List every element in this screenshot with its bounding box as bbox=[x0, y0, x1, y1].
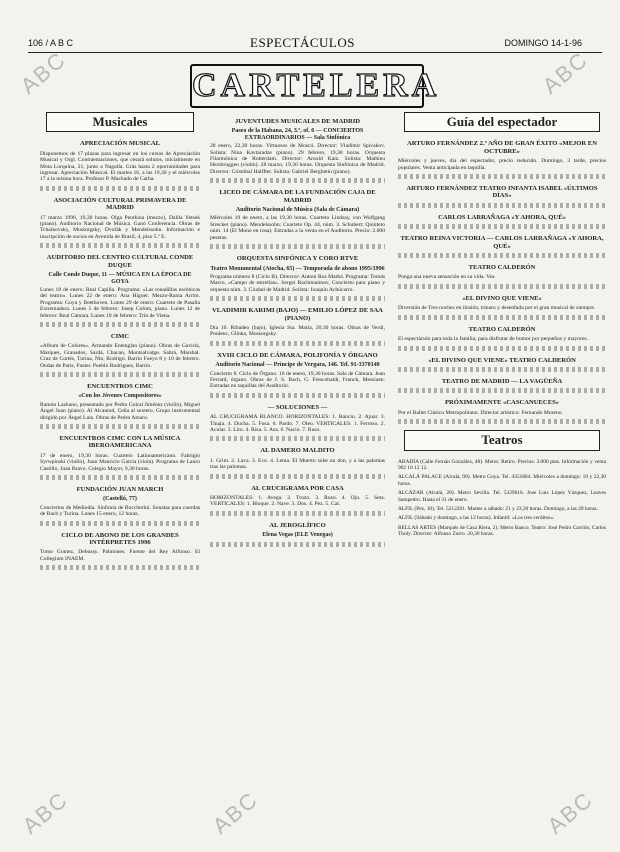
musicales-entry-title: FUNDACIÓN JUAN MARCH bbox=[76, 486, 164, 494]
musicales-entry-title: CICLO DE ABONO DE LOS GRANDES INTÉRPRETES 1996 bbox=[61, 531, 179, 547]
watermark-bottom-left: ABC bbox=[17, 786, 73, 839]
teatros-box-title: Teatros bbox=[404, 430, 600, 450]
musicales-entry-text: 17 marzo 1996, 19,30 horas. Olga Pentkina (mezzo), Dalila Yetsek (piano). Auditorio Nacional de Música. Ganó Conferencia. Obras de Tchaikovsky, Mussorgsky, Dvořák y Mendelssohn. Información e inscripción de socios en Avenida de Brasil, 4, piso 5.º E. bbox=[40, 214, 200, 240]
conciertos-separator bbox=[210, 436, 385, 441]
conciertos-entry bbox=[210, 352, 385, 398]
guia-entry bbox=[398, 357, 606, 372]
guia-separator bbox=[398, 419, 606, 424]
conciertos-entry-subtitle: Auditorio Nacional — Príncipe de Vergara, 146. Tel. 91-3370140 bbox=[215, 362, 380, 369]
guia-entry-title: ARTURO FERNÁNDEZ TEATRO INFANTA ISABEL «ÚLTIMOS DÍAS» bbox=[406, 185, 598, 200]
musicales-separator bbox=[40, 565, 200, 570]
musicales-entry-subtitle: (Castelló, 77) bbox=[103, 496, 137, 503]
guia-separator bbox=[398, 367, 606, 372]
guia-entry bbox=[398, 214, 606, 229]
conciertos-entry bbox=[210, 404, 385, 442]
musicales-entry bbox=[40, 197, 200, 248]
guia-entry-title: ARTURO FERNÁNDEZ 2.º AÑO DE GRAN ÉXITO «MEJOR EN OCTUBRE» bbox=[407, 140, 597, 155]
conciertos-entry-subtitle: Teatro Monumental (Atocha, 65) — Temporada de abono 1995/1996 bbox=[210, 265, 385, 272]
conciertos-separator bbox=[210, 393, 385, 398]
conciertos-entry-text: 1. Grim. 2. Lava. 3. Eco. 4. Lema. El Muerto sube un don, y a las palomas tras las palomas. bbox=[210, 457, 385, 471]
musicales-entry-text: Tomo Gomez, Debussy. Palmones: Fuente del Rey Alfonso. El Collegium INAEM. bbox=[40, 549, 200, 562]
conciertos-entry-title: ORQUESTA SINFÓNICA Y CORO RTVE bbox=[236, 255, 359, 263]
conciertos-entry bbox=[210, 307, 385, 346]
conciertos-separator bbox=[210, 178, 385, 183]
page-number: 106 / A B C bbox=[28, 38, 74, 48]
musicales-entry-text: Ramón Lazkano, presentado por Pedro Guiral Jiménez (violín), Miguel Ángel Juan (piano). Al Alcantud, Ceña al sexteto. Grupo instrumental dirigido por Ángel Luis. Obras de Pedro Amaro. bbox=[40, 401, 200, 421]
guia-separator bbox=[398, 346, 606, 351]
page-header bbox=[28, 36, 602, 53]
musicales-entry-text: Lunes 18 de enero: Real Capilla. Programa: «Las tonadillas escénicas del teatro». Lunes 22 de enero: Ana Higuer. Mezzo-Rama Arrim. Programa: Goya y Beethoven. Lunes 29 de enero: Cuarteto de Pasalla Extremadura. Lunes 5 de febrero: Josep Colom, piano. Lunes 12 de febrero: Real Cámara. Lunes 19 de febrero: Trío de Viena. bbox=[40, 286, 200, 319]
guia-entry bbox=[398, 378, 606, 393]
musicales-separator bbox=[40, 243, 200, 248]
column-conciertos bbox=[210, 112, 385, 550]
teatro-listing: ABADÍA (Calle Fernán González, 48). Metro: Retiro. Precios: 3.000 ptas. Información y venta 902 10 12 12. bbox=[398, 458, 606, 471]
conciertos-entry-subtitle: Paseo de la Habana, 24, 3.º, of. 6 — CONCIERTOS EXTRAORDINARIOS — Sala Sinfónica bbox=[231, 128, 364, 141]
guia-entry-title: «EL DIVINO QUE VIENE» bbox=[462, 294, 542, 302]
guia-entry bbox=[398, 264, 606, 289]
guia-entry-text: Diversión de Tres noches en ilusión, trinaru y desenfada por el gran musical de siempre. bbox=[398, 305, 596, 312]
guia-separator bbox=[398, 174, 606, 179]
musicales-entry-subtitle: «Con los Jóvenes Compositores» bbox=[78, 393, 162, 400]
guia-entry bbox=[398, 399, 606, 424]
guia-entry-title: TEATRO DE MADRID — LA VAGÜEÑA bbox=[441, 377, 563, 385]
conciertos-entry-subtitle: Elena Vegas (ELE Venegas) bbox=[262, 532, 333, 539]
conciertos-entry-text: Programa número 8 (Ciclo B). Director: Antoni Ros Marbà. Programa: Tomás Marco, «Campo de estrellas». Sergei Rachmaninov, Concierto para piano y orquesta núm. 3. Ciudad de Madrid. Solista: Joaquín Achúcarro. bbox=[210, 273, 385, 293]
guia-entry-title: TEATRO CALDERÓN bbox=[468, 264, 536, 272]
conciertos-entry-text: 28 enero, 22,30 horas. Virtuosos de Moscú. Director: Vladimir Spivakov. Solista: Nina Kavtaradze (piano). 29 febrero, 19,30 horas. Orquesta Filarmónica de Rotterdam. Director: Arnold Katz. Solista: Mathieu Hersbruggen (violín). 28 marzo, 19,30 horas. Orquesta Sinfónica de Madrid. Director: Cristóbal Halffter. Solista: Gabriel Berghtein (piano). bbox=[210, 143, 385, 175]
conciertos-entry-title: AL DAMERO MALDITO bbox=[260, 447, 335, 455]
guia-entry bbox=[398, 235, 606, 258]
musicales-entry bbox=[40, 254, 200, 327]
musicales-separator bbox=[40, 424, 200, 429]
guia-entry-title: TEATRO REINA VICTORIA — CARLOS LARRAÑAGA «Y AHORA, QUÉ» bbox=[400, 235, 604, 250]
conciertos-entry-text: AL CRUCIGRAMA BLANCO. HORIZONTALES: 1. Rancio. 2. Ajuar. 3. Tinaja. 4. Ducha. 5. Fosa. 6. Pardo. 7. Oleo. VERTICALES: 1. Ferroso. 2. Acuiar. 3. Lito. 4. Risa. 5. Asa. 6. Nacio. 7. Ruso. bbox=[210, 414, 385, 433]
teatro-listing: ALCÁZAR (Alcalá, 20). Metro Sevilla. Tel. 5329616. Jose Luis López Vázquez, Leaves Sampedro. Hasta el 31 de enero. bbox=[398, 490, 606, 503]
issue-date: DOMINGO 14-1-96 bbox=[504, 38, 582, 48]
guia-separator bbox=[398, 203, 606, 208]
conciertos-list bbox=[210, 118, 385, 547]
teatros-list bbox=[398, 459, 606, 538]
musicales-list bbox=[40, 140, 200, 570]
conciertos-entry-title: JUVENTUDES MUSICALES DE MADRID bbox=[234, 118, 361, 125]
guia-separator bbox=[398, 388, 606, 393]
conciertos-entry bbox=[210, 118, 385, 183]
guia-entry-title: PRÓXIMAMENTE «CASCANUECES» bbox=[444, 399, 560, 407]
musicales-entry-text: 17 de enero, 19,30 horas. Cuarteto Latinoamericano. Fabrigio Syrwpinski (violín), Juan Mauricio Garcia (viola). Programa de Lauro Castillo, Juan Bravo. Colegio Mayor, 9,30 horas. bbox=[40, 452, 200, 472]
conciertos-entry bbox=[210, 485, 385, 516]
conciertos-entry bbox=[210, 189, 385, 249]
conciertos-entry-text: HORIZONTALES: 1. Avega. 2. Trozo. 3. Ruso. 4. Ojo. 5. Seta. VERTICALES: 1. Bloque. 2. Nave. 3. Dos. 4. Pez. 5. Cal. bbox=[210, 495, 385, 508]
musicales-entry-text: «Album de Colores». Armando Entenglan (piano). Obras de Gaviria, Marques, Granados, Sardá, Chacan, Montsalvatge. Sabrá, Marshal. Cruz de Cortés, Turina, Nin, Rodrigo. Barrio Fueyo 8 y 10 de febrero. Ondas de Paris, Fuster. Pueblo Rodriguez, Barrio. bbox=[40, 343, 200, 369]
musicales-entry-title: APRECIACIÓN MUSICAL bbox=[79, 140, 161, 148]
guia-entry-text: Por el Ballet Clásico Metropolitano. Director artístico: Fernando Moreno. bbox=[398, 409, 563, 416]
musicales-entry-title: AUDITORIO DEL CENTRO CULTURAL CONDE DUQUE bbox=[46, 254, 194, 269]
column-musicales bbox=[40, 112, 200, 573]
conciertos-entry-text: Día 16. Ribadeo (bajo), Iglesia Sta. María, 20,30 horas. Obras de Verdi, Poulenc, Glinka, Mussorgsky. bbox=[210, 324, 385, 338]
musicales-separator bbox=[40, 372, 200, 377]
conciertos-separator bbox=[210, 542, 385, 547]
musicales-entry bbox=[40, 532, 200, 571]
guia-list bbox=[398, 140, 606, 424]
conciertos-entry-title: — SOLUCIONES — bbox=[267, 403, 328, 411]
watermark-bottom-center: ABC bbox=[207, 786, 263, 839]
musicales-entry-title: ASOCIACIÓN CULTURAL PRIMAVERA DE MADRID bbox=[53, 196, 187, 212]
musicales-entry-title: CIMC bbox=[110, 332, 130, 340]
column-guia bbox=[398, 112, 606, 541]
guia-separator bbox=[398, 284, 606, 289]
guia-entry-text: Ponga una nueva sensación en su vida. Vea bbox=[398, 274, 495, 281]
watermark-bottom-right: ABC bbox=[542, 786, 598, 839]
conciertos-entry-subtitle: Auditorio Nacional de Música (Sala de Cámara) bbox=[235, 207, 360, 214]
conciertos-entry-text: Miércoles 19 de enero, a las 19,30 horas. Cuarteto Lindsay, con Wolfgang Strecker (piano). Mendelssohn: Cuarteto Op. 44, núm. 3. Schubert: Quinteto núm. 14 (El Mono en rosa). Entradas a la venta en el Auditorio. Precio: 2.000 pesetas. bbox=[210, 215, 385, 241]
guia-entry-title: TEATRO CALDERÓN bbox=[468, 325, 536, 333]
guia-entry-text: Miércoles y jueves, día del espectador, precio reducido. Domingo, 3 tarde, precios populares. Venta anticipada en taquilla. bbox=[398, 158, 606, 171]
musicales-separator bbox=[40, 186, 200, 191]
watermark-top-left: ABC bbox=[15, 46, 71, 99]
conciertos-entry-title: AL CRUCIGRAMA POR CASA bbox=[251, 484, 344, 492]
teatro-listing: ALFIL (Sábado y domingo, a las 12 horas). Infantil: «Los tres cerditos». bbox=[398, 515, 555, 522]
guia-separator bbox=[398, 315, 606, 320]
musicales-entry bbox=[40, 486, 200, 526]
conciertos-entry-title: XVIII CICLO DE CÁMARA, POLIFONÍA Y ÓRGANO bbox=[217, 351, 378, 359]
conciertos-separator bbox=[210, 511, 385, 516]
guia-entry-title: CARLOS LARRAÑAGA «Y AHORA, QUÉ» bbox=[438, 213, 566, 221]
conciertos-entry bbox=[210, 522, 385, 547]
guia-entry bbox=[398, 295, 606, 320]
conciertos-entry bbox=[210, 255, 385, 301]
guia-separator bbox=[398, 224, 606, 229]
musicales-entry-subtitle: Calle Conde Duque, 11 — MÚSICA EN LA ÉPOCA DE GOYA bbox=[48, 272, 192, 285]
conciertos-separator bbox=[210, 296, 385, 301]
conciertos-entry-title: LICEO DE CÁMARA DE LA FUNDACIÓN CAJA DE MADRID bbox=[219, 189, 376, 204]
conciertos-entry-text: Concierto 8. Ciclo de Órgano. 16 de enero, 19,30 horas. Sala de Cámara. Jean Ferrard, órgano. Obras de J. S. Bach, G. Frescobaldi, Franck, Messiaen. Entradas en taquillas del Auditorio. bbox=[210, 370, 385, 390]
cartelera-banner: CARTELERA bbox=[190, 64, 424, 108]
conciertos-entry bbox=[210, 447, 385, 478]
musicales-entry bbox=[40, 435, 200, 480]
teatro-listing: BELLAS ARTES (Marqués de Casa Riera, 2). Metro Banco. Teatro: José Pedro Carrión, Carlos Tholy. Director: Alfonso Zurro. 20,30 horas. bbox=[398, 524, 606, 538]
guia-entry bbox=[398, 185, 606, 208]
teatro-listing: ALCALÁ PALACE (Alcalá, 90). Metro Goya. Tel. 4351864. Miércoles a domingo: 19 y 22,30 horas. bbox=[398, 474, 606, 487]
musicales-entry bbox=[40, 383, 200, 429]
conciertos-entry-title: AL JEROGLÍFICO bbox=[269, 521, 326, 529]
conciertos-entry-title: VLADIMIR KARIMI (BAJO) — EMILIO LÓPEZ DE SAA (PIANO) bbox=[212, 307, 383, 322]
guia-separator bbox=[398, 253, 606, 258]
teatro-listing: ALFIL (Pez, 10). Tel. 5212201. Martes a sábado: 21 y 23,30 horas. Domingo, a las 20 horas. bbox=[398, 505, 598, 512]
musicales-separator bbox=[40, 521, 200, 526]
musicales-entry-title: ENCUENTROS CIMC CON LA MÚSICA IBEROAMERICANA bbox=[59, 435, 181, 450]
musicales-entry-text: Conciertos de Mediodía. Sinfonía de Boccherini. Sonatas para cuerdas de Bach y Turina. Lunes 15 enero, 12 horas. bbox=[40, 504, 200, 518]
musicales-box-title: Musicales bbox=[46, 112, 194, 132]
guia-entry bbox=[398, 140, 606, 179]
guia-entry-text: El espectáculo para toda la familia, para disfrutar de humor por pequeños y mayores. bbox=[398, 336, 588, 343]
guia-entry-title: «EL DIVINO QUE VIENE» TEATRO CALDERÓN bbox=[428, 356, 576, 364]
musicales-entry-title: ENCUENTROS CIMC bbox=[87, 382, 153, 390]
conciertos-separator bbox=[210, 341, 385, 346]
musicales-entry bbox=[40, 333, 200, 377]
musicales-separator bbox=[40, 475, 200, 480]
conciertos-separator bbox=[210, 244, 385, 249]
guia-box-title: Guía del espectador bbox=[404, 112, 600, 132]
watermark-top-right: ABC bbox=[537, 46, 593, 99]
section-title: ESPECTÁCULOS bbox=[250, 35, 355, 50]
musicales-entry bbox=[40, 140, 200, 190]
conciertos-separator bbox=[210, 474, 385, 479]
guia-entry bbox=[398, 326, 606, 351]
musicales-entry-text: Disponemos de 17 plazas para ingresar en los cursos de Apreciación Musical y Orgl. Contraemaciones, que cesará solutos, inicialmente en Mota Lorquina, 21, junto a Nagolla. Grás hasta 2 oportunidades para ingresar. Apreciación Musical. El martes 16, a las 19,30 y el miércoles 17 a la misma hora. Profesor P. Machado de Carba. bbox=[40, 150, 200, 183]
musicales-separator bbox=[40, 322, 200, 327]
